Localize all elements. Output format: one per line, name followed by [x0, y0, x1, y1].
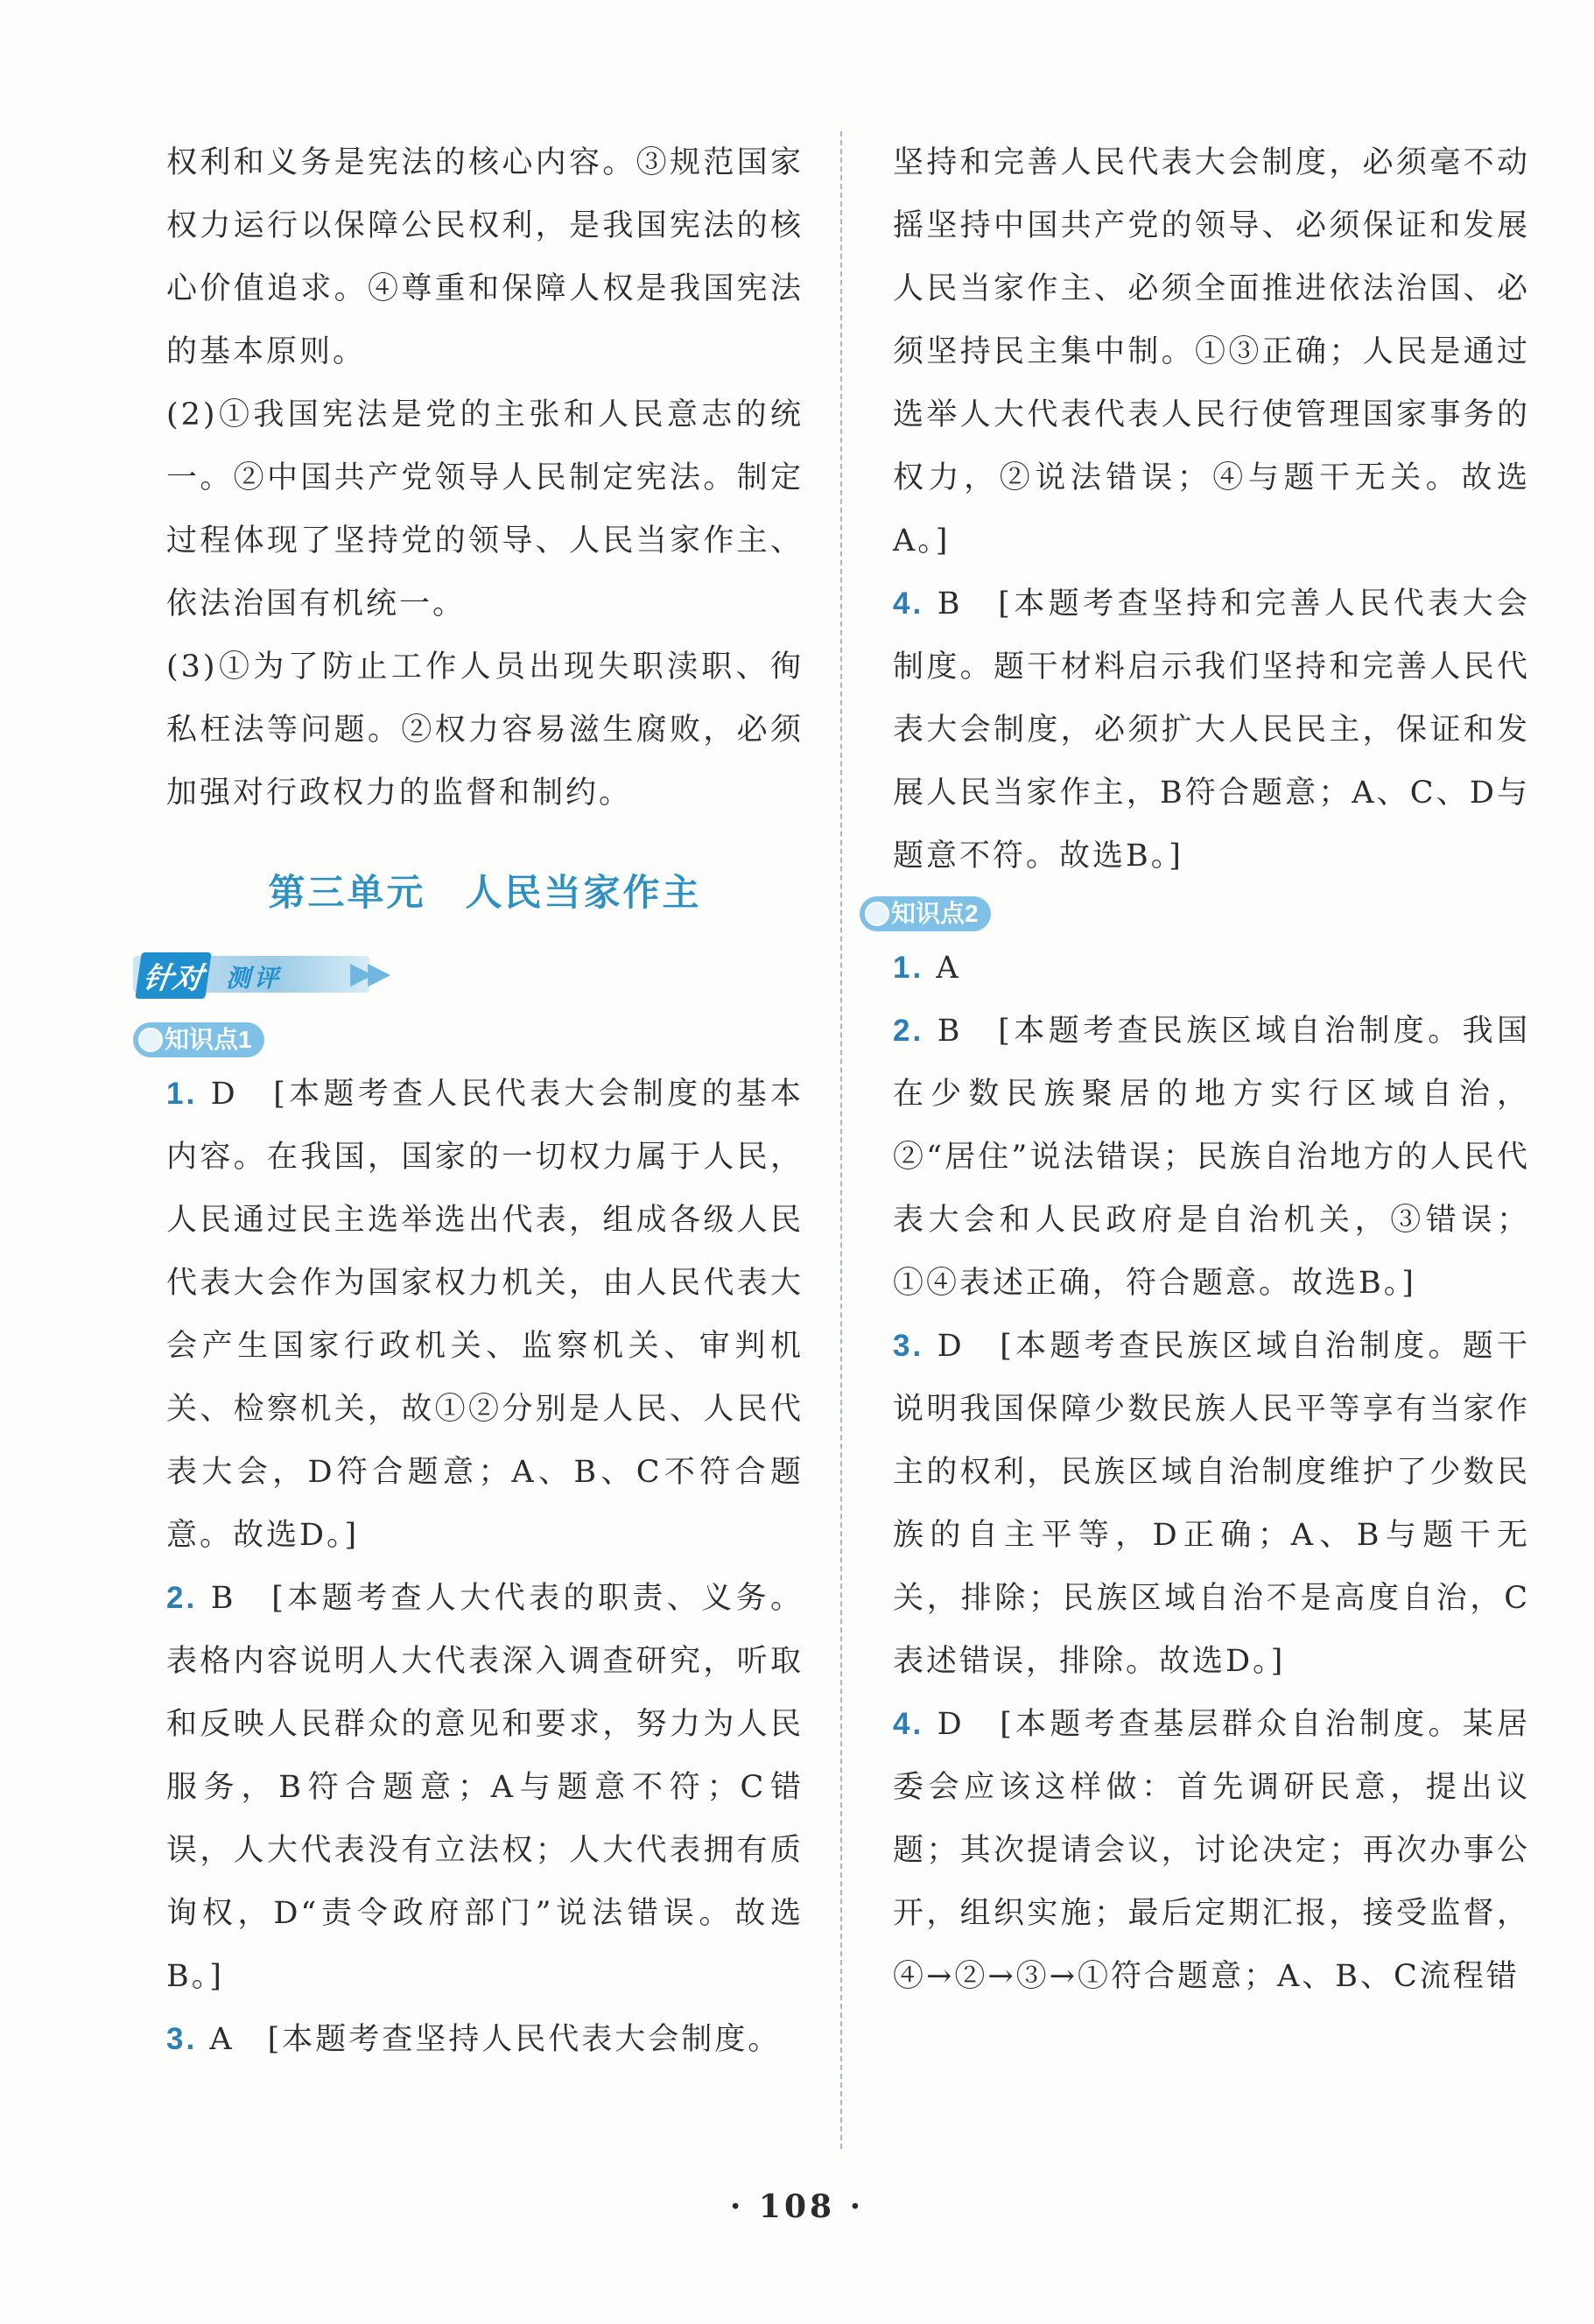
right-column: [893, 131, 1530, 2008]
banner-label-sub: 测评: [226, 965, 283, 992]
page-number: · 108 ·: [729, 2188, 865, 2225]
item-number: 4.: [893, 1707, 924, 1741]
item-text: D [本题考查人民代表大会制度的基本内容。在我国，国家的一切权力属于人民，人民通过民主选举选出代表，组成各级人民代表大会作为国家权力机关，由人民代表大会产生国家行政机关、监察机关、审判机关、检察机关，故①②分别是人民、人民代表大会，D符合题意；A、B、C不符合题意。故选D。]: [166, 1077, 804, 1553]
item-number: 2.: [166, 1581, 198, 1615]
item-text: B [本题考查民族区域自治制度。我国在少数民族聚居的地方实行区域自治，②“居住”说法错误；民族自治地方的人民代表大会和人民政府是自治机关，③错误；①④表述正确，符合题意。故选B。]: [893, 1014, 1530, 1301]
answer-item: [166, 1063, 804, 1567]
answer-item: [893, 937, 1530, 1000]
column-divider: [840, 131, 842, 2149]
tag-label: 知识点1: [165, 1026, 252, 1053]
item-text: A [本题考查坚持人民代表大会制度。: [209, 2022, 782, 2057]
item-number: 2.: [893, 1014, 924, 1048]
knowledge-point-tag-2: [860, 896, 991, 931]
item-text: B [本题考查人大代表的职责、义务。表格内容说明人大代表深入调查研究，听取和反映人民群众的意见和要求，努力为人民服务，B符合题意；A与题意不符；C错误，人大代表没有立法权；人大代表拥有质询权，D“责令政府部门”说法错误。故选B。]: [166, 1581, 804, 1994]
continued-paragraph: 坚持和完善人民代表大会制度，必须毫不动摇坚持中国共产党的领导、必须保证和发展人民当家作主、必须全面推进依法治国、必须坚持民主集中制。①③正确；人民是通过选举人大代表代表人民行使管理国家事务的权力，②说法错误；④与题干无关。故选A。]: [893, 145, 1530, 558]
tag-label: 知识点2: [891, 900, 979, 927]
answer-item: [893, 1315, 1530, 1693]
tag-bullet-icon: [138, 1028, 163, 1052]
item-text: D [本题考查基层群众自治制度。某居委会应该这样做：首先调研民意，提出议题；其次提请会议，讨论决定；再次办事公开，组织实施；最后定期汇报，接受监督，④→②→③→①符合题意；A、B、C流程错: [893, 1707, 1530, 1994]
unit-title: 第三单元 人民当家作主: [268, 871, 702, 914]
intro-paragraph-1: 权利和义务是宪法的核心内容。③规范国家权力运行以保障公民权利，是我国宪法的核心价值追求。④尊重和保障人权是我国宪法的基本原则。: [166, 145, 804, 369]
knowledge-point-tag-1: [133, 1022, 264, 1057]
answer-item: [166, 2008, 804, 2071]
answer-item: [166, 1567, 804, 2008]
item-number: 1.: [893, 951, 924, 985]
intro-paragraph-2: (2)①我国宪法是党的主张和人民意志的统一。②中国共产党领导人民制定宪法。制定过程体现了坚持党的领导、人民当家作主、依法治国有机统一。: [166, 397, 804, 621]
answer-item: [893, 1000, 1530, 1315]
double-chevron-right-icon: ▶▶: [350, 956, 386, 991]
item-text: B [本题考查坚持和完善人民代表大会制度。题干材料启示我们坚持和完善人民代表大会制度，必须扩大人民民主，保证和发展人民当家作主，B符合题意；A、C、D与题意不符。故选B。]: [893, 586, 1530, 874]
answer-item: [893, 1693, 1530, 2008]
tag-bullet-icon: [865, 902, 889, 926]
intro-paragraph-3: (3)①为了防止工作人员出现失职渎职、徇私枉法等问题。②权力容易滋生腐败，必须加强对行政权力的监督和制约。: [166, 649, 804, 811]
item-text: A: [936, 951, 961, 986]
item-number: 1.: [166, 1077, 198, 1111]
answer-item: [893, 572, 1530, 888]
item-number: 4.: [893, 586, 924, 621]
left-column: [140, 131, 804, 2071]
banner-label-main: 针对: [135, 952, 211, 999]
item-text: D [本题考查民族区域自治制度。题干说明我国保障少数民族人民平等享有当家作主的权利，民族区域自治制度维护了少数民族的自主平等，D正确；A、B与题干无关，排除；民族区域自治不是高度自治，C表述错误，排除。故选D。]: [893, 1329, 1530, 1679]
section-banner: [140, 952, 804, 996]
item-number: 3.: [893, 1329, 924, 1363]
item-number: 3.: [166, 2022, 198, 2056]
